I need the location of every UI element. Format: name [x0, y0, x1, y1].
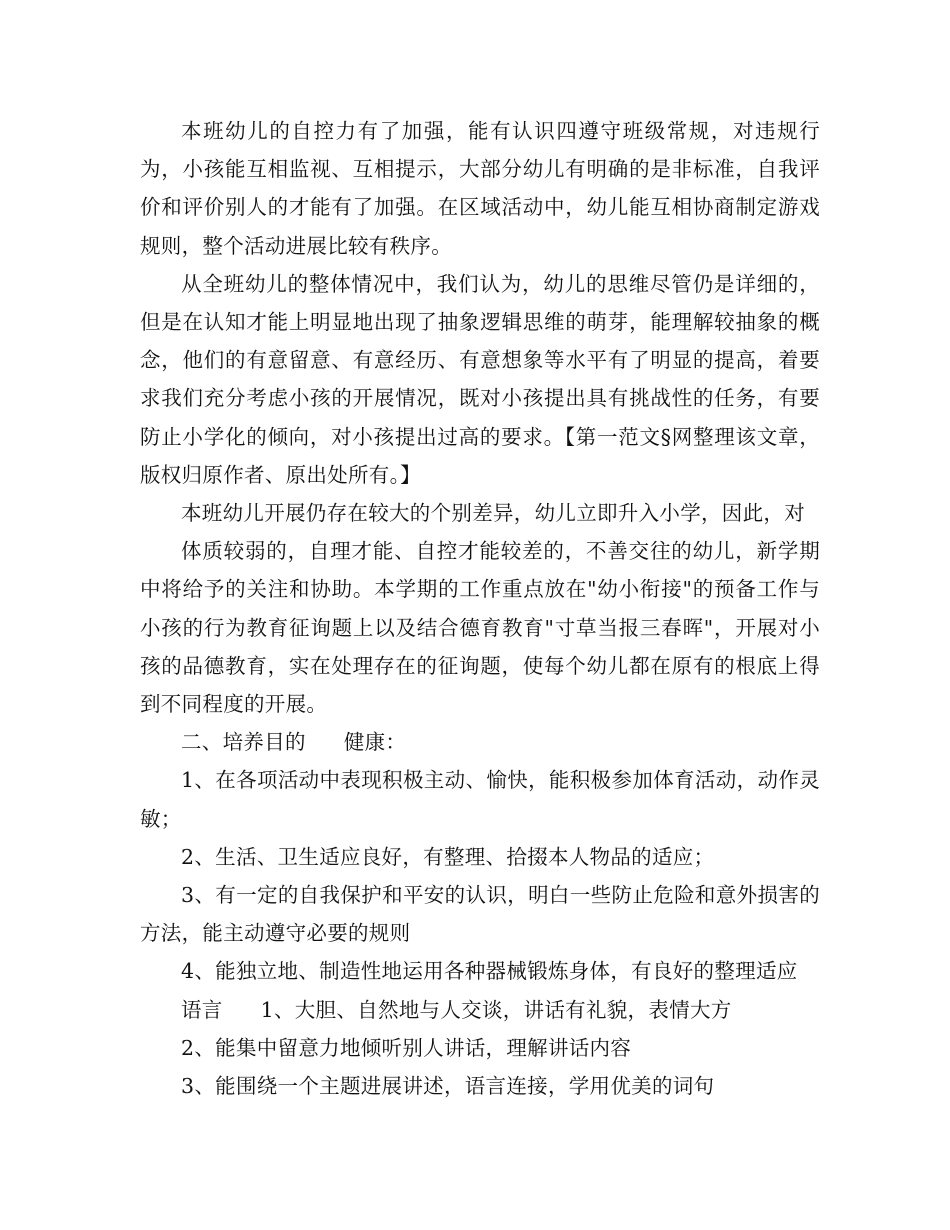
paragraph-thinking-development: 从全班幼儿的整体情况中，我们认为，幼儿的思维尽管仍是详细的，但是在认知才能上明显地出现了抽象逻辑思维的萌芽，能理解较抽象的概念，他们的有意留意、有意经历、有意想象等水平有了明显的提高，着要求我们充分考虑小孩的开展情况，既对小孩提出具有挑战性的任务，有要防止小学化的倾向，对小孩提出过高的要求。【第一范文§网整理该文章，版权归原作者、原出处所有。】 — [140, 271, 820, 487]
language-item-2: 2、能集中留意力地倾听别人讲话，理解讲话内容 — [181, 1035, 632, 1060]
health-item-4: 4、能独立地、制造性地运用各种器械锻炼身体，有良好的整理适应 — [181, 959, 798, 984]
section-heading-goals — [140, 723, 820, 761]
health-item-3: 3、有一定的自我保护和平安的认识，明白一些防止危险和意外损害的方法，能主动遵守必要的规则 — [140, 883, 820, 946]
language-item-3: 3、能围绕一个主题进展讲述，语言连接，学用优美的词句 — [181, 1074, 715, 1099]
paragraph-individual-differences: 本班幼儿开展仍存在较大的个别差异，幼儿立即升入小学，因此，对 — [181, 501, 805, 526]
section-heading-text: 二、培养目的 — [181, 730, 306, 755]
language-label: 语言 — [181, 997, 223, 1022]
section-subject-health: 健康： — [343, 730, 407, 755]
health-item-2: 2、生活、卫生适应良好，有整理、拾掇本人物品的适应； — [181, 844, 715, 869]
paragraph-self-control: 本班幼儿的自控力有了加强，能有认识四遵守班级常规，对违规行为，小孩能互相监视、互相提示，大部分幼儿有明确的是非标准，自我评价和评价别人的才能有了加强。在区域活动中，幼儿能互相协商制定游戏规则，整个活动进展比较有秩序。 — [140, 119, 820, 258]
health-item-1: 1、在各项活动中表现积极主动、愉快，能积极参加体育活动，动作灵敏； — [140, 768, 820, 831]
language-heading-line — [140, 991, 820, 1029]
paragraph-work-focus: 体质较弱的，自理才能、自控才能较差的，不善交往的幼儿，新学期中将给予的关注和协助。本学期的工作重点放在"幼小衔接"的预备工作与小孩的行为教育征询题上以及结合德育教育"寸草当报三春晖"，开展对小孩的品德教育，实在处理存在的征询题，使每个幼儿都在原有的根底上得到不同程度的开展。 — [140, 539, 820, 717]
language-item-1: 1、大胆、自然地与人交谈，讲话有礼貌，表情大方 — [260, 997, 732, 1022]
document-body — [140, 112, 820, 1105]
